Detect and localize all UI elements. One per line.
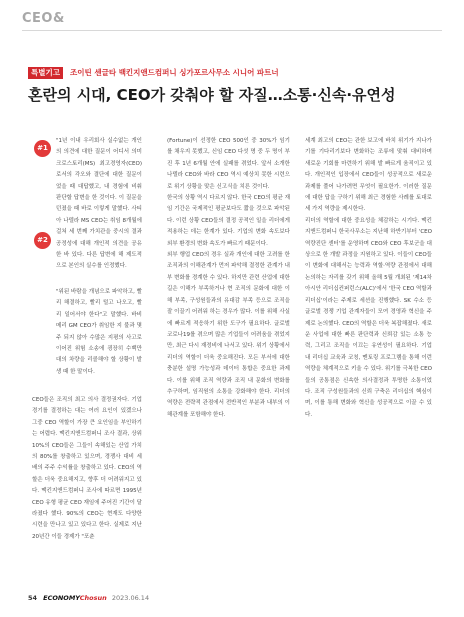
article-column-3	[305, 136, 432, 586]
article-column-2	[167, 136, 290, 586]
brand-accent: Chosun	[79, 594, 107, 602]
paragraph-body-1: CEO들은 조직의 최고 의사 결정권자다. 기업 경기를 결정하는 대는 여러 요인이 있겠으나 그중 CEO 역할이 가장 큰 요인임을 부인하기는 어렵다. 맥킨지앤드컴퍼니 조사 결과, 상위 10%의 CEO들은 그들이 속해있는 산업 가치의 80%를 창출하고 있으며, 경쟁사 대비 세 배의 주주 수익률을 창출하고 있다. CEO의 역할은 더욱 중요해지고, 향후 더 어려워지고 있다. 맥킨지앤드컴퍼니 조사에 따르면 1995년 CEO 유형 평균 CEO 재임에 주어진 기간이 달라졌다 했다. 90%의 CEO는 현재도 다양한 시련을 만나고 있고 있다고 한다. 실제로 지난 20년간 이들 경제가 "포춘	[32, 397, 142, 540]
page-footer	[28, 594, 149, 602]
category-badge: 특별기고	[28, 67, 63, 79]
section-label: CEO&	[22, 11, 65, 26]
paragraph-body-2: (Fortune)이 선정한 CEO 500인 중 30%가 임기를 채우지 못했고, 신임 CEO 다섯 명 중 두 명이 부진 후 1년 6개월 안에 실패를 겪었다. 앞서 소개한 나델라 CEO와 바라 CEO 역시 예상치 못한 시련으로 위기 상황을 맞은 신고식을 치른 것이다. 한국의 상황 역시 다르지 않다. 한국 CEO의 평균 재임 기간은 국제적인 평균보다도 짧을 것으로 파악된다. 이런 상황 CEO들의 결정 공적인 일을 리더에게 적용하는 데는 한계가 있다. 기업의 변화 속도보다 외부 환경의 변화 속도가 빠르기 때문이다. 외부 행업 CEO의 경우 실과 개인에 대한 고려를 한 조직과의 이해관계가 먼저 파악해 결정한 관계가 내부 변화를 경계한 수 있다. 하지만 관련 산업에 대한 길은 이해가 부족하거나 현 조직의 문화에 대한 이해 부족, 구성원들과의 유대감 부족 등으로 조직을 잘 이끌기 어려워 하는 경우가 많다. 이를 위해 사실에 빠르게 적응하기 위한 도구가 필요하다. 글로벌 코로나19를 겪으며 많은 기업들이 어려움을 겪었지만, 최근 다시 재정비에 나서고 있다. 위기 상황에서 리더의 역할이 더욱 중요해진다. 모든 부서에 대한 충분한 설명 가능성과 데이터 통합은 중요한 과제다. 이를 위해 조직 역량과 조직 내 문화의 변화를 추구하며, 임직원의 소통을 강화해야 한다. 리더의 역량은 전략적 관점에서 전반적인 부분과 내부의 이해관계를 포함해야 한다.	[167, 138, 290, 418]
paragraph-quote-2: "위된 바람을 개념으로 파악하고, 빨리 해결하고, 빨리 털고 나오고, 빨리 일어서야 한다"고 말했다. 바비 메리 GM CEO가 취임한 지 불과 몇 주 되지 않아 수많은 지평의 사고로 이어진 위험 소송에 굉장히 수백만 대의 차량을 리콜해야 할 상황이 발생 때 한 말이다.	[56, 288, 142, 375]
article-column-1	[56, 136, 142, 378]
page-number: 54	[28, 594, 38, 602]
paragraph-body-3: 세계 최고의 CEO는 관한 보고에 바치 위기가 지나가기를 기다리기보다 변화하는 조류에 맞춰 대비하며 새로운 기회를 마련하기 위해 발 빠르게 움직이고 있다. 개인적인 입장에서 CEO들이 성공적으로 새로운 과제를 풀어 나가려면 무엇이 필요한가. 이러한 질문에 대한 답을 구하기 위해 최근 경험한 사례를 토대로 세 가지 역량을 제시한다. 리더의 역할에 대한 중요성을 체감하는 시기다. 맥킨지앤드컴퍼니 한국사무소는 지난해 하반기부터 'CEO 역량진단 센터'를 운영하며 CEO와 CEO 후보군을 대상으로 한 개발 과정을 지원하고 있다. 이들이 CEO들이 변화에 대해서는 능력과 역할·역량 관점에서 대해 논의하는 자리를 갖기 위해 올해 5월 개최된 '제14차 아시안 리더십컨퍼런스(ALC)'에서 '한국 CEO 역할과 리더십'이라는 주제로 세션을 진행했다. SK 수소 등 글로벌 경쟁 기업 관계자들이 모여 경영과 혁신을 주제로 논의했다. CEO의 역할은 더욱 복잡해졌다. 새로운 사업에 대한 빠른 판단력과 신뢰감 있는 소통 능력, 그리고 조직을 이끄는 유연성이 필요하다. 기업 내 리더십 교육과 코칭, 멘토링 프로그램을 통해 이런 역량을 체계적으로 키울 수 있다. 위기를 극복한 CEO들의 공통점은 신속한 의사결정과 투명한 소통이었다. 조직 구성원들과의 신뢰 구축은 리더십의 핵심이며, 이를 통해 변화와 혁신을 성공적으로 이끌 수 있다.	[305, 138, 432, 418]
article-column-1-bottom	[32, 395, 142, 543]
header-divider	[22, 30, 442, 31]
question-marker-2: #2	[34, 232, 51, 249]
page-title: 혼란의 시대, CEO가 갖춰야 할 자질…소통·신속·유연성	[28, 86, 396, 104]
magazine-logo	[43, 594, 107, 602]
question-marker-1: #1	[34, 140, 51, 157]
byline: 조이틴 센글타 백킨지앤드컴퍼니 싱가포르사무소 시니어 파트너	[70, 68, 279, 77]
brand-main: ECONOMY	[43, 594, 80, 602]
header-area	[0, 0, 464, 70]
paragraph-quote-1: "1년 이내 우리회사 실수없는 개인의 의견에 대한 질문이 어디서 의미 크로스토리(MS) 최고경영자(CEO)로서의 각오와 결단에 대한 질문이었을 때 대답했고, 내 경험에 비춰 판단할 답변을 한 것이다. 이 질문을 던졌을 때 바로 이렇게 말했다. 사티아 나델라 MS CEO는 취임 8개월에 걸쳐 세 번째 가치관을 중시의 결과 공정성에 대해 개인적 의견을 공유한 바 있다. 다른 답변에 해 제도적으로 본인의 실수를 인정했다.	[56, 138, 142, 270]
issue-date: 2023.06.14	[111, 594, 150, 602]
